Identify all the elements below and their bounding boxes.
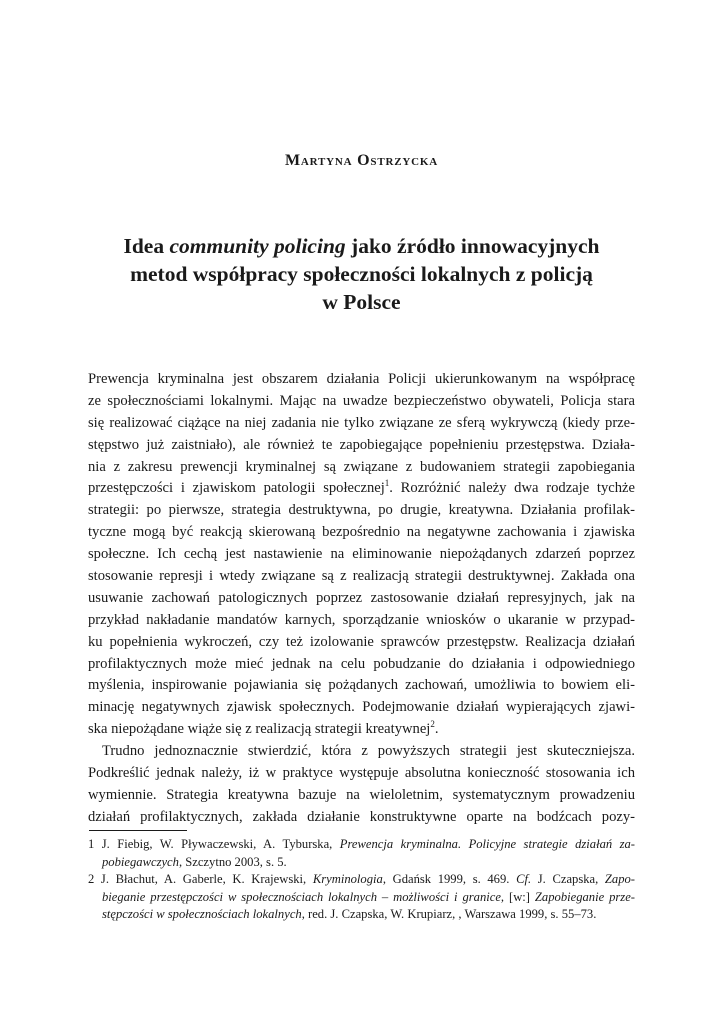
footnote-1 [88, 836, 635, 854]
footnote-italic-text: stępczości w społecznościach lokalnych [102, 907, 302, 922]
footnote-italic-text: Kryminologia [312, 872, 383, 887]
footnote-italic-text: Zapobieganie prze- [534, 889, 635, 904]
title-text: jako źródło innowacyjnych [345, 234, 600, 258]
footnote-ref[interactable]: 1 [384, 478, 390, 489]
footnote-italic-text: pobiegawczych [102, 854, 179, 869]
body-line: Prewencja kryminalna jest obszarem działania Policji ukierunkowanym na współpracę [88, 371, 635, 387]
footnote-text: , Gdańsk 1999, s. 469. [382, 872, 517, 887]
body-line: minację negatywnych zjawisk społecznych. Podejmowanie działań wypierających zjawi- [88, 699, 635, 716]
footnotes [88, 836, 635, 924]
body-line: Podkreślić jednak należy, iż w praktyce występuje absolutna konieczność stosowania ich [88, 765, 635, 782]
body-line: działań profilaktycznych, zakłada działanie konstruktywne oparte na bodźcach pozy- [88, 808, 635, 825]
title-line-2: metod współpracy społeczności lokalnych z policją [130, 262, 593, 286]
body-line: Trudno jednoznacznie stwierdzić, która z powyższych strategii jest skuteczniejsza. [102, 743, 635, 760]
footnote-divider [89, 830, 187, 831]
body-text-fragment: ska niepożądane wiąże się z realizacją strategii kreatywnej [88, 721, 431, 738]
footnote-1-continuation [88, 854, 635, 872]
footnote-text: , red. J. Czapska, W. Krupiarz, , Warszawa 1999, s. 55–73. [301, 907, 597, 922]
body-line: ze społecznościami lokalnymi. Mając na uwadze bezpieczeństwo obywateli, Policja stara [88, 392, 635, 409]
footnote-number: 1 [88, 837, 95, 851]
body-text-fragment: przestępczości i zjawiskom patologii społecznej [88, 480, 385, 497]
article-title [100, 232, 623, 316]
footnote-ref[interactable]: 2 [430, 719, 435, 730]
body-text-fragment: . [434, 721, 439, 738]
title-text: Idea [123, 234, 170, 258]
body-line: tyczne mogą być reakcją skierowaną bezpośrednio na negatywne zachowania i zjawiska [88, 524, 635, 541]
body-text [88, 369, 635, 829]
body-line: nia z zakresu prewencji kryminalnej są związane z budowaniem strategii zapobiegania [88, 458, 635, 475]
footnote-italic-text: bieganie przestępczości w społecznościach lokalnych – możliwości i granice, [102, 889, 505, 904]
footnote-text: [w:] [504, 889, 535, 904]
footnote-text: J. Czapska, [531, 872, 605, 887]
footnote-italic-text: Cf. [516, 872, 532, 887]
body-line: wymiennie. Strategia kreatywna bazuje na wieloletnim, systematycznym prowadzeniu [88, 786, 635, 803]
footnote-number: 2 [88, 872, 95, 887]
title-line-3: w Polsce [322, 290, 401, 314]
footnote-text: J. Błachut, A. Gaberle, K. Krajewski, [94, 872, 313, 887]
footnote-2-continuation [88, 906, 635, 924]
body-line: stępstwo już zaistniało), ale również te zapobiegające popełnieniu przestępstwa. Działa- [88, 436, 635, 453]
body-line [88, 478, 635, 500]
body-line: usuwanie zachowań patologicznych poprzez zastosowanie działań represyjnych, jak na [88, 589, 635, 606]
body-line [88, 719, 635, 741]
footnote-2 [88, 871, 635, 889]
footnote-text: J. Fiebig, W. Pływaczewski, A. Tyburska, [94, 837, 340, 851]
footnote-2-continuation [88, 889, 635, 907]
footnote-text: , Szczytno 2003, s. 5. [178, 854, 287, 869]
body-text-fragment: . Rozróżnić należy dwa rodzaje tychże [389, 480, 635, 497]
author-name: Martyna Ostrzycka [285, 152, 438, 169]
title-line-1 [100, 232, 623, 260]
body-line: społeczne. Ich cechą jest nastawienie na eliminowanie niepożądanych zdarzeń poprzez [88, 546, 635, 563]
body-line: przykład nakładanie mandatów karnych, sporządzanie wniosków o ukaranie w przypad- [88, 611, 635, 628]
body-line: myślenia, inspirowanie pojawiania się pożądanych zachowań, umożliwia to bowiem eli- [88, 677, 635, 694]
footnote-italic-text: Prewencja kryminalna. Policyjne strategie działań za- [339, 837, 635, 851]
body-line: stosowanie represji i wtedy związane są z realizacją strategii destruktywnej. Zakłada ona [88, 568, 635, 585]
title-italic-text: community policing [169, 234, 346, 258]
body-line: strategii: po pierwsze, strategia destruktywna, po drugie, kreatywna. Działania profilak- [88, 502, 635, 519]
footnote-italic-text: Zapo- [604, 872, 635, 887]
body-line: profilaktycznych może mieć jednak na celu pobudzanie do działania i odpowiedniego [88, 655, 635, 672]
body-line: się realizować ciążące na niej zadania nie tylko związane ze sferą wykrywczą (kiedy prze- [88, 414, 635, 431]
body-line: ku popełnienia wykroczeń, czy też izolowanie sprawców przestępstw. Realizacja działań [88, 633, 635, 650]
